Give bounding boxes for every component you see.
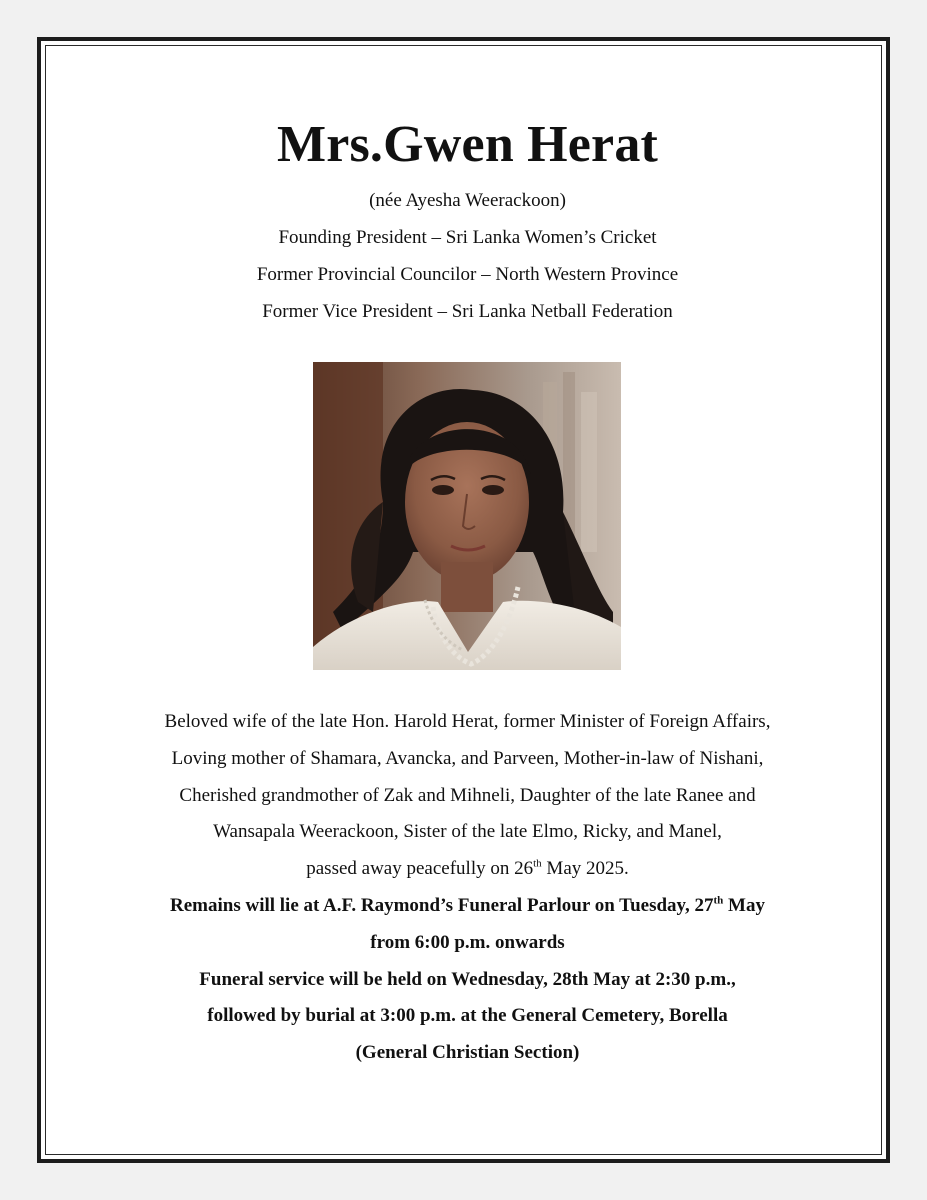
remains-time: from 6:00 p.m. onwards (370, 931, 565, 953)
remains-text: Remains will lie at A.F. Raymond’s Funeral Parlour on Tuesday, 27 (170, 894, 714, 916)
family-line: Cherished grandmother of Zak and Mihneli, Daughter of the late Ranee and (179, 784, 756, 806)
subtitle-block (41, 182, 894, 330)
remains-text: May (723, 894, 765, 916)
date-suffix: th (533, 857, 542, 870)
funeral-service-line: Funeral service will be held on Wednesday, 28th May at 2:30 p.m., (199, 968, 736, 990)
family-line: Wansapala Weerackoon, Sister of the late Elmo, Ricky, and Manel, (213, 821, 722, 843)
notice-border (37, 37, 890, 1163)
family-line: Beloved wife of the late Hon. Harold Herat, former Minister of Foreign Affairs, (164, 711, 771, 732)
obituary-text (41, 704, 894, 1072)
remains-line (41, 888, 894, 925)
date-of-passing (41, 851, 894, 888)
date-text: May 2025. (541, 858, 629, 880)
role-line: Former Provincial Councilor – North Western Province (256, 264, 679, 285)
remains-suffix: th (713, 894, 724, 907)
deceased-name: Mrs.Gwen Herat (276, 116, 659, 173)
portrait-photo (313, 362, 621, 670)
maiden-name: (née Ayesha Weerackoon) (369, 190, 566, 211)
burial-line: followed by burial at 3:00 p.m. at the General Cemetery, Borella (207, 1005, 728, 1027)
role-line: Former Vice President – Sri Lanka Netball Federation (262, 301, 673, 322)
family-line: Loving mother of Shamara, Avancka, and Parveen, Mother-in-law of Nishani, (171, 747, 764, 769)
role-line: Founding President – Sri Lanka Women’s Cricket (278, 227, 657, 248)
cemetery-section: (General Christian Section) (355, 1042, 580, 1064)
date-text: passed away peacefully on 26 (306, 858, 534, 880)
notice-content (41, 41, 894, 1167)
